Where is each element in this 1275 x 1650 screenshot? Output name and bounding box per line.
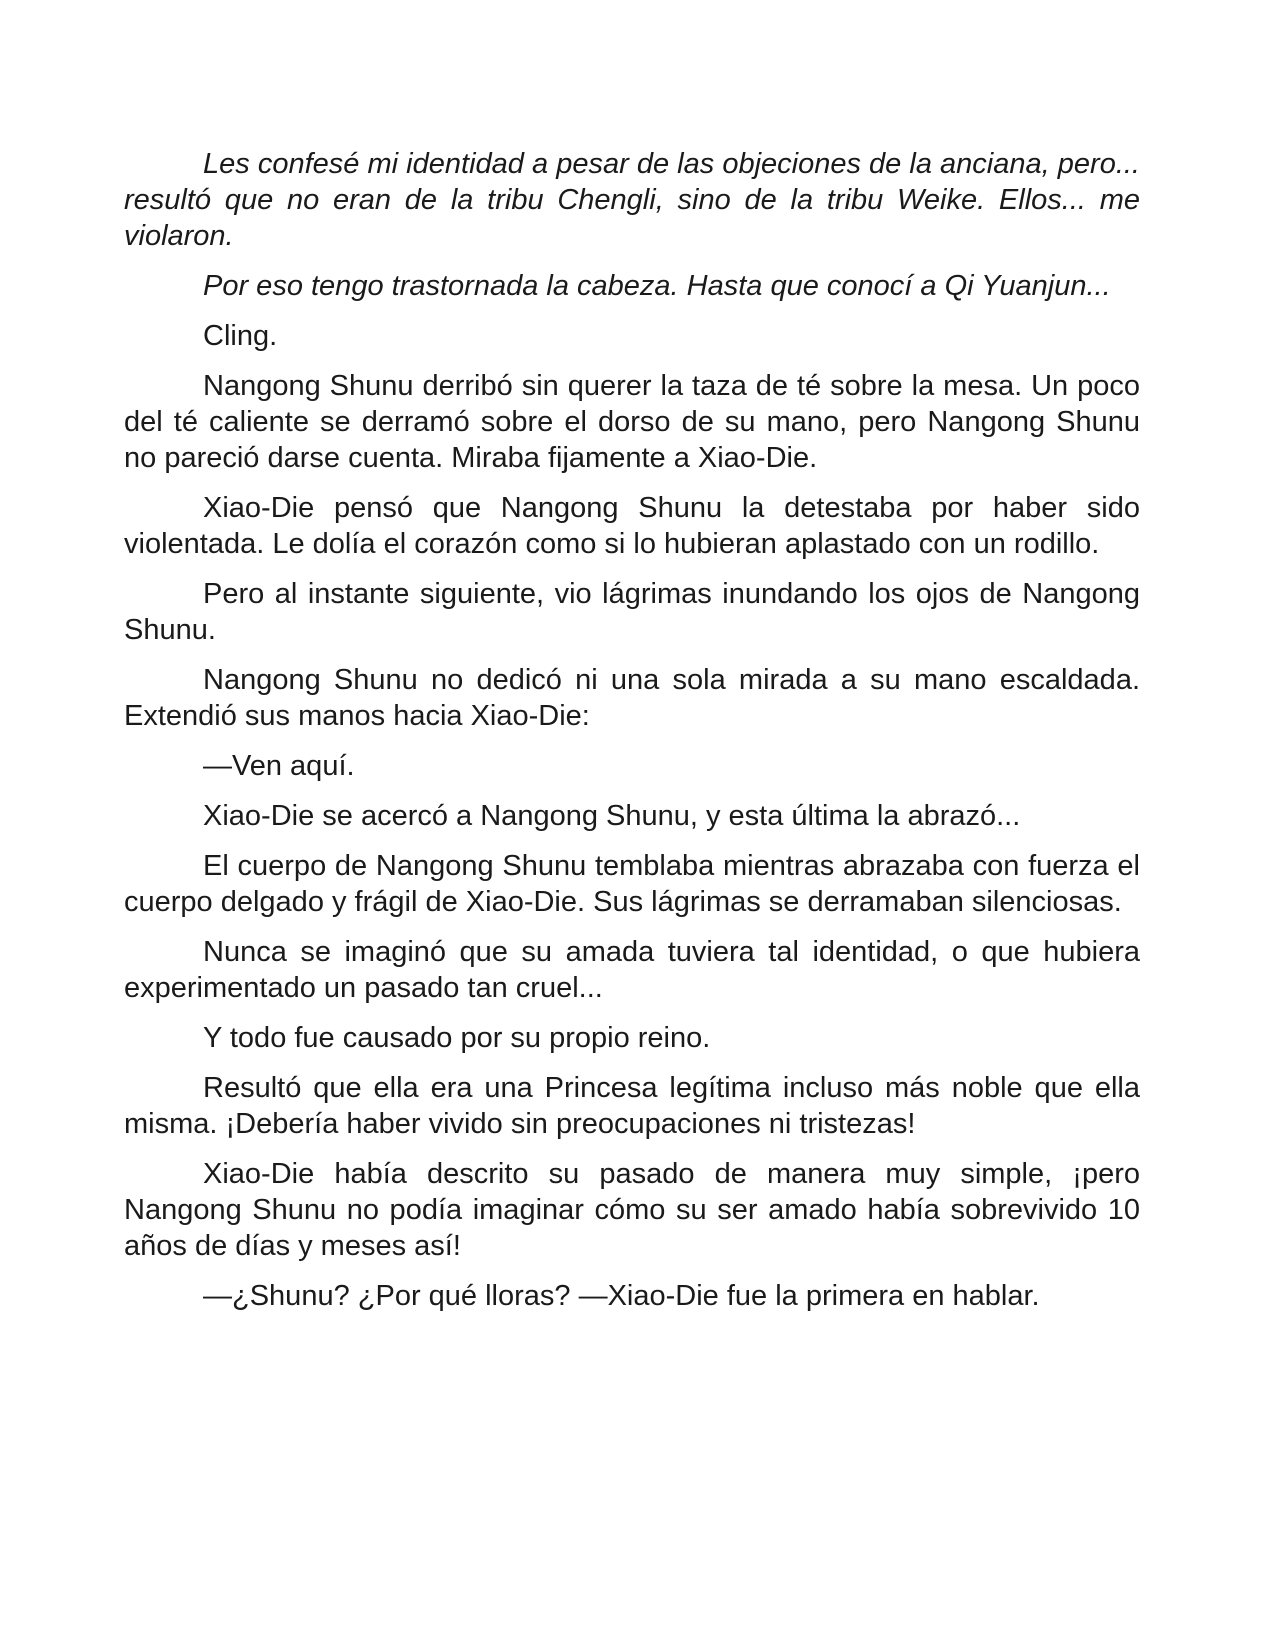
paragraph-13: Resultó que ella era una Princesa legítima incluso más noble que ella misma. ¡Debería haber vivido sin preocupaciones ni tristezas! — [124, 1072, 1140, 1140]
paragraph-1: Les confesé mi identidad a pesar de las objeciones de la anciana, pero... resultó que no eran de la tribu Chengli, sino de la tribu Weike. Ellos... me violaron. — [124, 148, 1140, 252]
paragraph-12: Y todo fue causado por su propio reino. — [203, 1022, 711, 1054]
paragraph-15: —¿Shunu? ¿Por qué lloras? —Xiao-Die fue la primera en hablar. — [203, 1280, 1040, 1312]
paragraph-4: Nangong Shunu derribó sin querer la taza de té sobre la mesa. Un poco del té caliente se derramó sobre el dorso de su mano, pero Nangong Shunu no pareció darse cuenta. Miraba fijamente a Xiao-Die. — [124, 370, 1140, 474]
paragraph-7: Nangong Shunu no dedicó ni una sola mirada a su mano escaldada. Extendió sus manos hacia Xiao-Die: — [124, 664, 1140, 732]
paragraph-3: Cling. — [203, 320, 278, 352]
paragraph-14: Xiao-Die había descrito su pasado de manera muy simple, ¡pero Nangong Shunu no podía imaginar cómo su ser amado había sobrevivido 10 años de días y meses así! — [124, 1158, 1140, 1262]
paragraph-9: Xiao-Die se acercó a Nangong Shunu, y esta última la abrazó... — [203, 800, 1021, 832]
paragraph-2: Por eso tengo trastornada la cabeza. Hasta que conocí a Qi Yuanjun... — [203, 270, 1111, 302]
paragraph-11: Nunca se imaginó que su amada tuviera tal identidad, o que hubiera experimentado un pasado tan cruel... — [124, 936, 1140, 1004]
paragraph-8: —Ven aquí. — [203, 750, 355, 782]
paragraph-5: Xiao-Die pensó que Nangong Shunu la detestaba por haber sido violentada. Le dolía el corazón como si lo hubieran aplastado con un rodillo. — [124, 492, 1140, 560]
paragraph-10: El cuerpo de Nangong Shunu temblaba mientras abrazaba con fuerza el cuerpo delgado y frágil de Xiao-Die. Sus lágrimas se derramaban silenciosas. — [124, 850, 1140, 918]
document-page — [124, 146, 1140, 1314]
paragraph-6: Pero al instante siguiente, vio lágrimas inundando los ojos de Nangong Shunu. — [124, 578, 1140, 646]
